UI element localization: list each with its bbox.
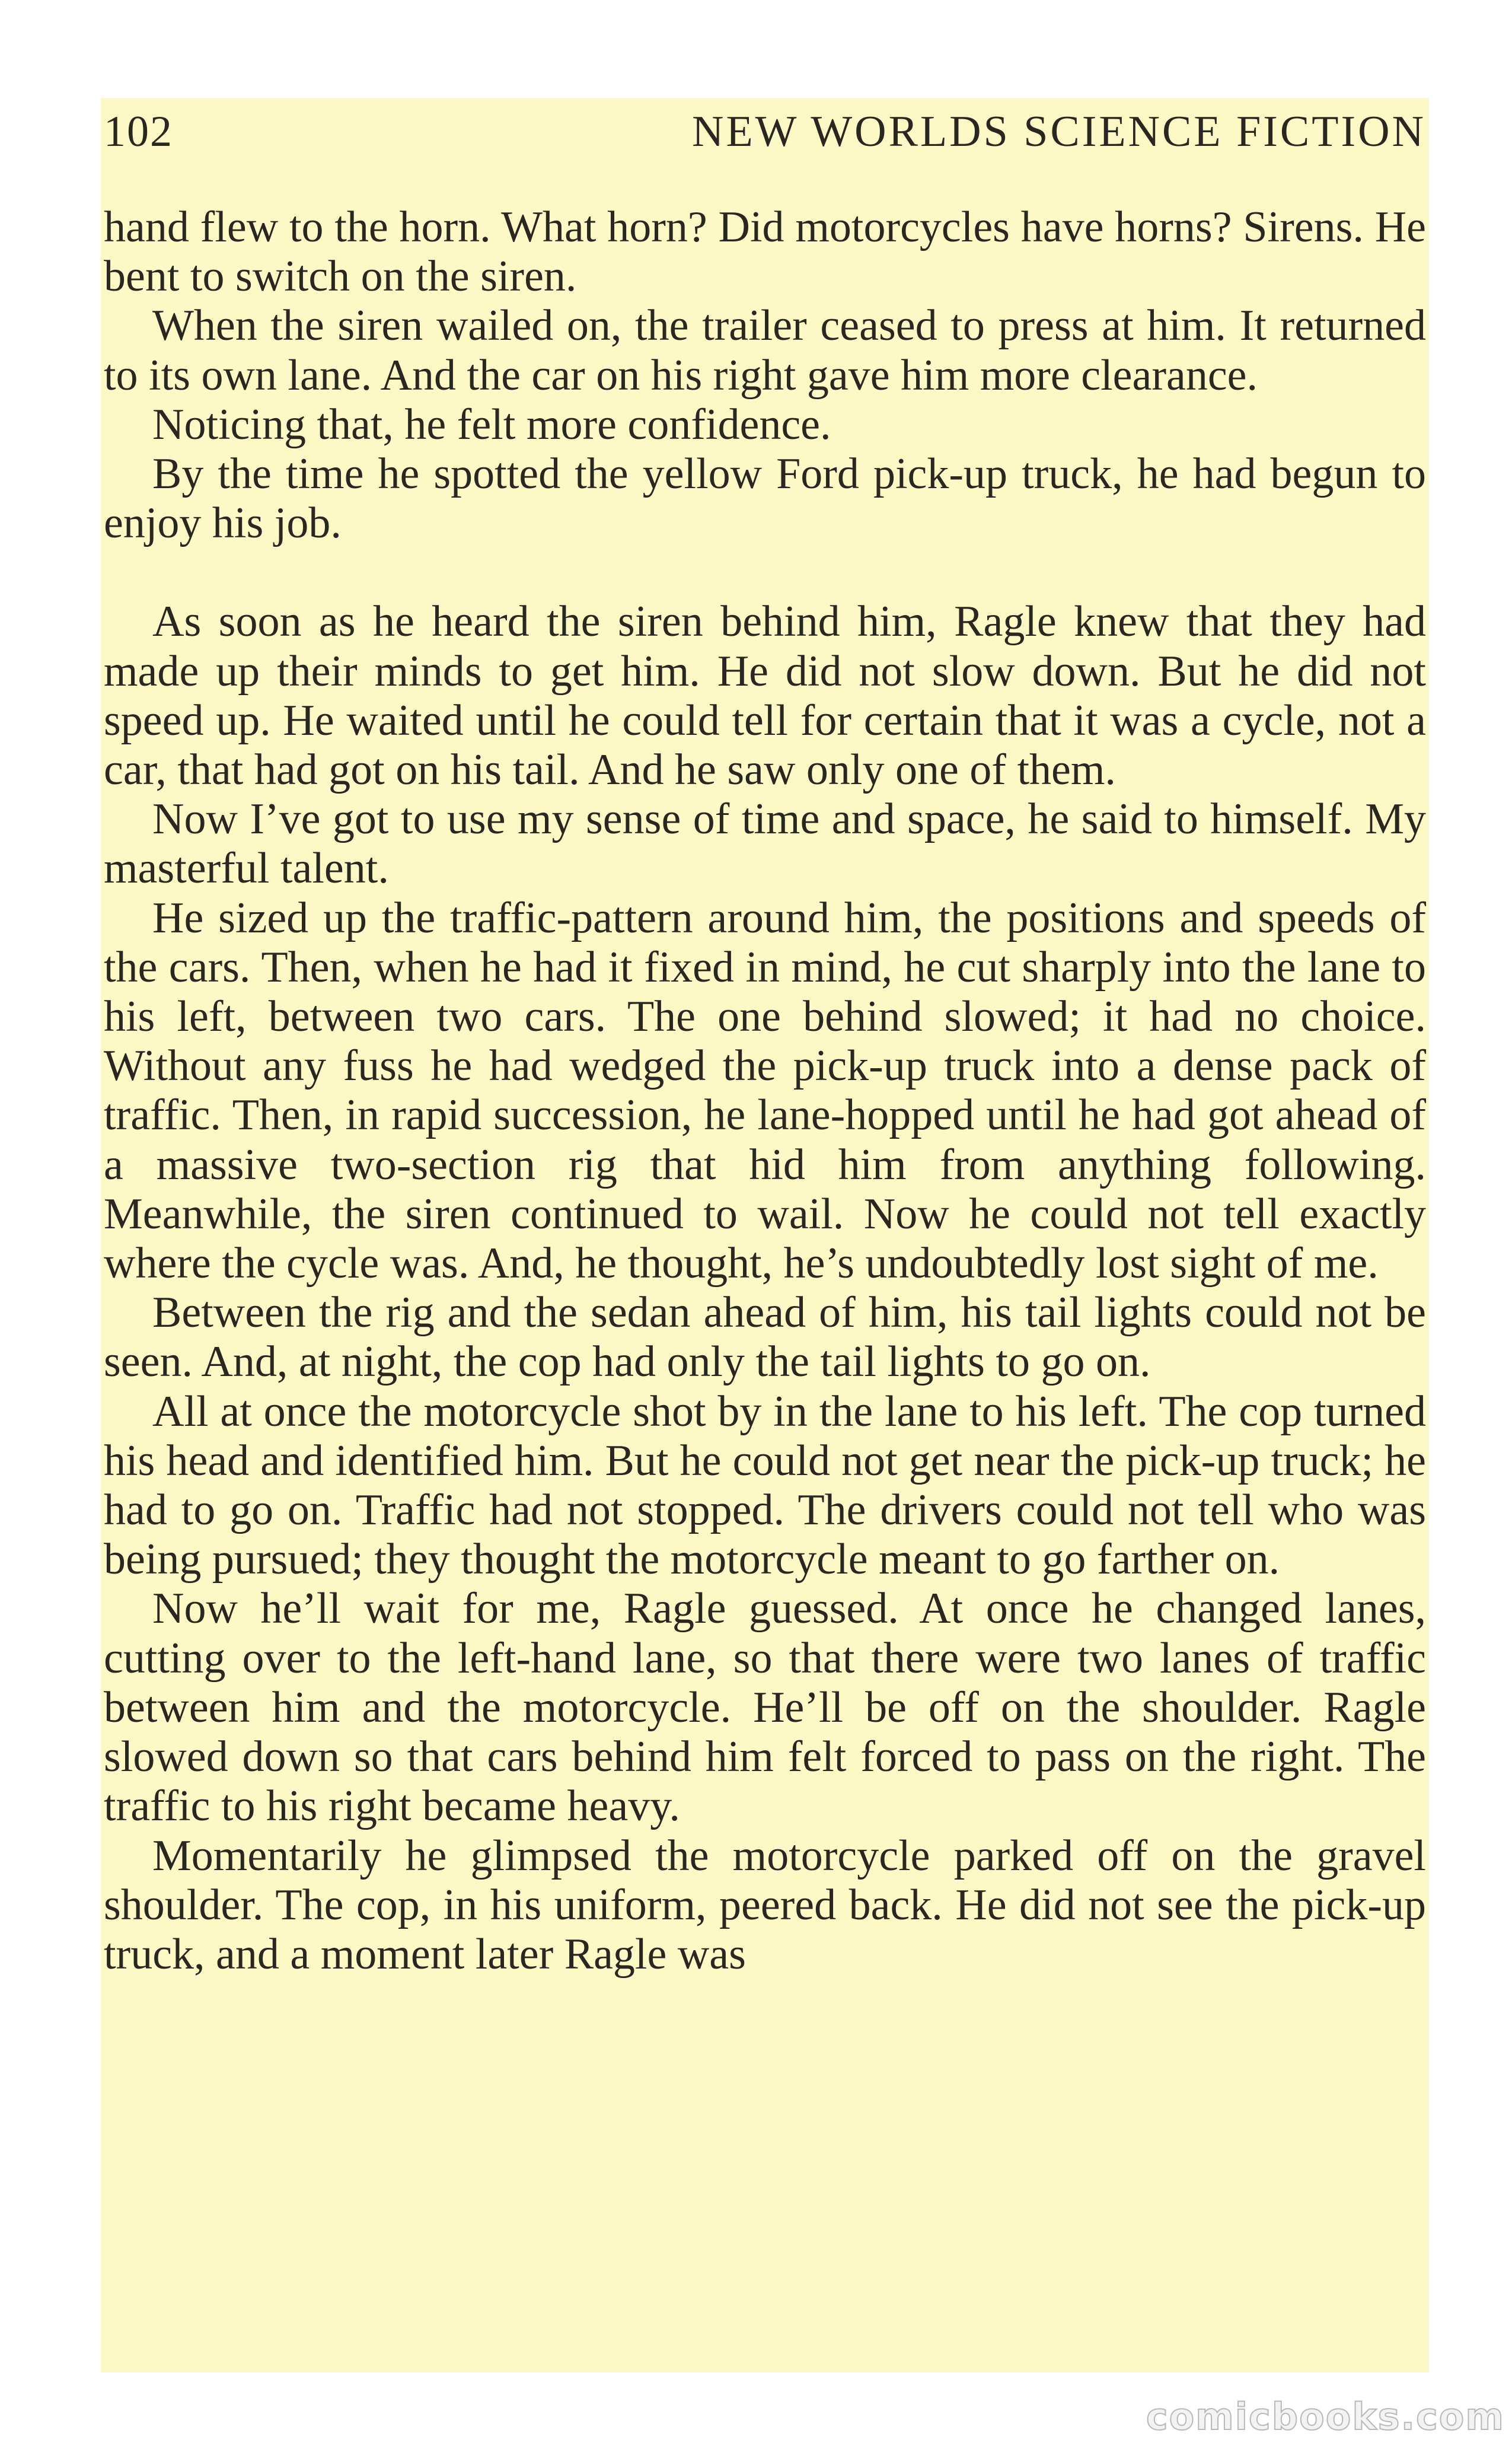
running-head: NEW WORLDS SCIENCE FICTION — [692, 107, 1426, 156]
body-text — [104, 203, 1426, 1979]
page-header — [104, 107, 1426, 163]
paragraph: By the time he spotted the yellow Ford pick-up truck, he had begun to enjoy his job. — [104, 450, 1426, 548]
watermark-logo: comicbooks.com — [1146, 2395, 1505, 2438]
paragraph: As soon as he heard the siren behind him, Ragle knew that they had made up their minds to get him. He did not slow down. But he did not speed up. He waited until he could tell for certain that it was a cycle, not a car, that had got on his tail. And he saw only one of them. — [104, 597, 1426, 795]
paragraph: Between the rig and the sedan ahead of him, his tail lights could not be seen. And, at night, the cop had only the tail lights to go on. — [104, 1288, 1426, 1387]
page-number: 102 — [104, 107, 173, 156]
section-break — [104, 548, 1426, 597]
paragraph: Now I’ve got to use my sense of time and space, he said to himself. My masterful talent. — [104, 795, 1426, 893]
paragraph: All at once the motorcycle shot by in the lane to his left. The cop turned his head and identified him. But he could not get near the pick-up truck; he had to go on. Traffic had not stopped. The drivers could not tell who was being pursued; they thought the motorcycle meant to go farther on. — [104, 1387, 1426, 1584]
paragraph: hand flew to the horn. What horn? Did motorcycles have horns? Sirens. He bent to switch on the siren. — [104, 203, 1426, 301]
paragraph: He sized up the traffic-pattern around him, the positions and speeds of the cars. Then, when he had it fixed in mind, he cut sharply into the lane to his left, between two cars. The one behind slowed; it had no choice. Without any fuss he had wedged the pick-up truck into a dense pack of traffic. Then, in rapid succession, he lane-hopped until he had got ahead of a massive two-section rig that hid him from anything following. Meanwhile, the siren continued to wail. Now he could not tell exactly where the cycle was. And, he thought, he’s undoubtedly lost sight of me. — [104, 893, 1426, 1288]
paragraph: Now he’ll wait for me, Ragle guessed. At once he changed lanes, cutting over to the left-hand lane, so that there were two lanes of traffic between him and the motorcycle. He’ll be off on the shoulder. Ragle slowed down so that cars behind him felt forced to pass on the right. The traffic to his right became heavy. — [104, 1584, 1426, 1831]
paragraph: Noticing that, he felt more confidence. — [152, 400, 831, 449]
paragraph: Momentarily he glimpsed the motorcycle parked off on the gravel shoulder. The cop, in his uniform, peered back. He did not see the pick-up truck, and a moment later Ragle was — [104, 1831, 1426, 1979]
paragraph: When the siren wailed on, the trailer ceased to press at him. It returned to its own lane. And the car on his right gave him more clearance. — [104, 301, 1426, 400]
